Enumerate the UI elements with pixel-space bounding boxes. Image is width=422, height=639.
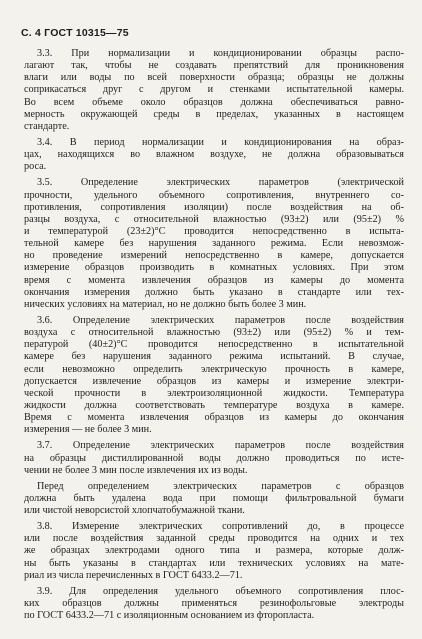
text-line: должна быть удалена вода при помощи фильтровальной бумаги xyxy=(24,492,404,504)
text-line: мерность окружающей среды в пределах, указанных в настоящем xyxy=(24,108,404,120)
text-line: 3.6. Определение электрических параметров после воздействия xyxy=(37,314,404,326)
text-line: разцы воздуха, с относительной влажностью (93±2) или (95±2) % xyxy=(24,213,404,225)
text-line: но проведение измерений непосредственно в камере, допускается xyxy=(24,250,404,262)
paragraph xyxy=(24,177,404,311)
text-line: на образцы дистиллированной воды должно проводиться по исте- xyxy=(24,452,404,464)
text-line: ких образцов должны применяться резинофольговые электроды xyxy=(24,598,404,610)
text-line: время с момента извлечения образцов из камеры до момента xyxy=(24,274,404,286)
text-line: чении не более 3 мин после извлечения их из воды. xyxy=(24,464,248,476)
text-line: соприкасаться друг с другом и стенками испытательной камеры. xyxy=(24,84,404,96)
text-line: или после воздействия заданной среды проводится на одних и тех xyxy=(24,533,404,545)
text-line: или чистой неворсистой хлопчатобумажной ткани. xyxy=(24,505,245,517)
paragraph xyxy=(24,440,404,476)
text-line: прочности, удельного объемного сопротивления, внутреннего со- xyxy=(24,189,404,201)
text-line: риал из числа перечисленных в ГОСТ 6433.2—71. xyxy=(24,569,243,581)
text-line: ны быть указаны в стандартах или технических условиях на мате- xyxy=(24,557,404,569)
text-line: жидкости должна соответствовать температуре воздуха в камере. xyxy=(24,399,404,411)
paragraph xyxy=(24,48,404,133)
paragraph xyxy=(24,586,404,622)
paragraph xyxy=(24,315,404,436)
document-body xyxy=(24,48,404,622)
text-line: 3.4. В период нормализации и кондиционирования на образ- xyxy=(37,136,404,148)
text-line: же образцах электродами одного типа и размера, которые долж- xyxy=(24,545,404,557)
text-line: цах, находящихся во влажном воздухе, не должна образовываться xyxy=(24,149,404,161)
text-line: допускается извлечение образцов из камеры и измерение электри- xyxy=(24,375,404,387)
paragraph xyxy=(24,521,404,582)
text-line: тельной камере без нарушения заданного режима. Если невозмож- xyxy=(24,238,404,250)
text-line: пературой (40±2)°С проводится непосредственно в испытательной xyxy=(24,339,404,351)
text-line: Во всем объеме около образцов должна обеспечиваться равно- xyxy=(24,96,404,108)
paragraph xyxy=(24,481,404,517)
text-line: 3.7. Определение электрических параметров после воздействия xyxy=(37,440,404,452)
text-line: 3.8. Измерение электрических сопротивлений до, в процессе xyxy=(37,521,404,533)
text-line: лагают так, чтобы не создавать препятствий для проникновения xyxy=(24,60,404,72)
page-header: С. 4 ГОСТ 10315—75 xyxy=(21,27,129,39)
text-line: окончания измерения должно быть указано в стандарте или тех- xyxy=(24,286,404,298)
text-line: камере без нарушения заданного режима испытаний. В случае, xyxy=(24,351,404,363)
text-line: измерения — не более 3 мин. xyxy=(24,424,152,436)
text-line: нических условиях на материал, но не должно быть более 3 мин. xyxy=(24,298,307,310)
text-line: стандарте. xyxy=(24,120,70,132)
text-line: роса. xyxy=(24,161,47,173)
text-line: 3.9. Для определения удельного объемного сопротивления плос- xyxy=(37,585,404,597)
text-line: 3.3. При нормализации и кондиционировании образцы распо- xyxy=(37,48,404,59)
text-line: ческой прочности в электроизоляционной жидкости. Температура xyxy=(24,387,404,399)
paragraph xyxy=(24,137,404,173)
text-line: влаги или воды по всей поверхности образца; образцы не должны xyxy=(24,72,404,84)
text-line: если невозможно определить электрическую прочность в камере, xyxy=(24,363,404,375)
text-line: и температурой (23±2)°С проводится непосредственно в испыта- xyxy=(24,225,404,237)
text-line: Время с момента извлечения образцов из камеры до окончания xyxy=(24,412,404,424)
text-line: 3.5. Определение электрических параметров (электрической xyxy=(37,177,404,189)
text-line: по ГОСТ 6433.2—71 с изоляционным основанием из фторопласта. xyxy=(24,610,315,622)
text-line: измерение образцов производить в комнатных условиях. При этом xyxy=(24,262,404,274)
text-line: противления, сопротивления изоляции) после воздействия на об- xyxy=(24,201,404,213)
text-line: воздуха с относительной влажностью (93±2) или (95±2) % и тем- xyxy=(24,327,404,339)
text-line: Перед определением электрических параметров с образцов xyxy=(37,480,404,492)
